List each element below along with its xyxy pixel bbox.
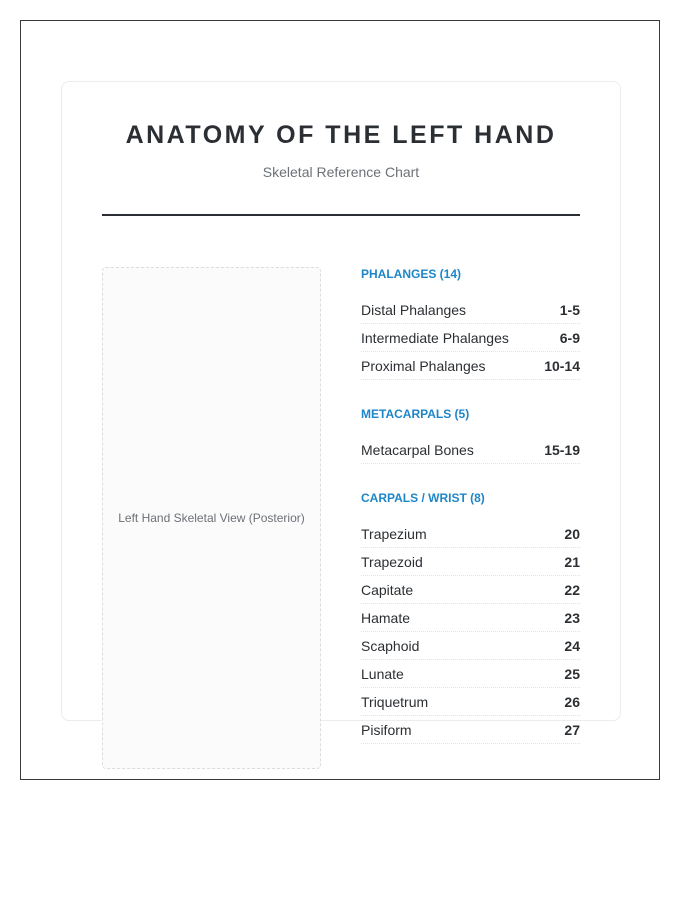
bone-name: Distal Phalanges	[361, 301, 467, 318]
bone-number: 21	[564, 553, 580, 570]
section-phalanges	[361, 266, 580, 380]
page-title: ANATOMY OF THE LEFT HAND	[125, 121, 557, 149]
bone-name: Hamate	[361, 609, 411, 626]
bone-number: 26	[564, 693, 580, 710]
bone-number: 23	[564, 609, 580, 626]
list-item	[361, 352, 580, 380]
hand-figure-placeholder	[102, 267, 321, 769]
bone-name: Metacarpal Bones	[361, 441, 474, 458]
section-metacarpals	[361, 406, 580, 464]
list-item	[361, 436, 580, 464]
bone-name: Trapezium	[361, 525, 427, 542]
list-item	[361, 716, 580, 744]
bone-number: 24	[564, 637, 580, 654]
bone-reference-list	[361, 266, 580, 744]
list-item	[361, 660, 580, 688]
bone-name: Triquetrum	[361, 693, 429, 710]
list-item	[361, 548, 580, 576]
bone-number: 1-5	[559, 301, 580, 318]
header-divider	[102, 214, 580, 216]
bone-name: Scaphoid	[361, 637, 420, 654]
bone-number: 25	[564, 665, 580, 682]
section-title: PHALANGES (14)	[361, 267, 462, 281]
list-item	[361, 296, 580, 324]
list-item	[361, 576, 580, 604]
bone-number: 15-19	[544, 441, 580, 458]
list-item	[361, 688, 580, 716]
bone-name: Proximal Phalanges	[361, 357, 486, 374]
page-subtitle: Skeletal Reference Chart	[262, 164, 420, 180]
bone-number: 10-14	[544, 357, 580, 374]
bone-number: 6-9	[559, 329, 580, 346]
section-title: METACARPALS (5)	[361, 407, 470, 421]
bone-name: Capitate	[361, 581, 414, 598]
list-item	[361, 604, 580, 632]
bone-name: Pisiform	[361, 721, 412, 738]
bone-name: Trapezoid	[361, 553, 423, 570]
section-carpals	[361, 490, 580, 744]
list-item	[361, 632, 580, 660]
figure-caption: Left Hand Skeletal View (Posterior)	[118, 511, 305, 525]
bone-number: 27	[564, 721, 580, 738]
section-title: CARPALS / WRIST (8)	[361, 491, 485, 505]
bone-number: 20	[564, 525, 580, 542]
bone-number: 22	[564, 581, 580, 598]
bone-name: Intermediate Phalanges	[361, 329, 509, 346]
list-item	[361, 520, 580, 548]
list-item	[361, 324, 580, 352]
bone-name: Lunate	[361, 665, 404, 682]
